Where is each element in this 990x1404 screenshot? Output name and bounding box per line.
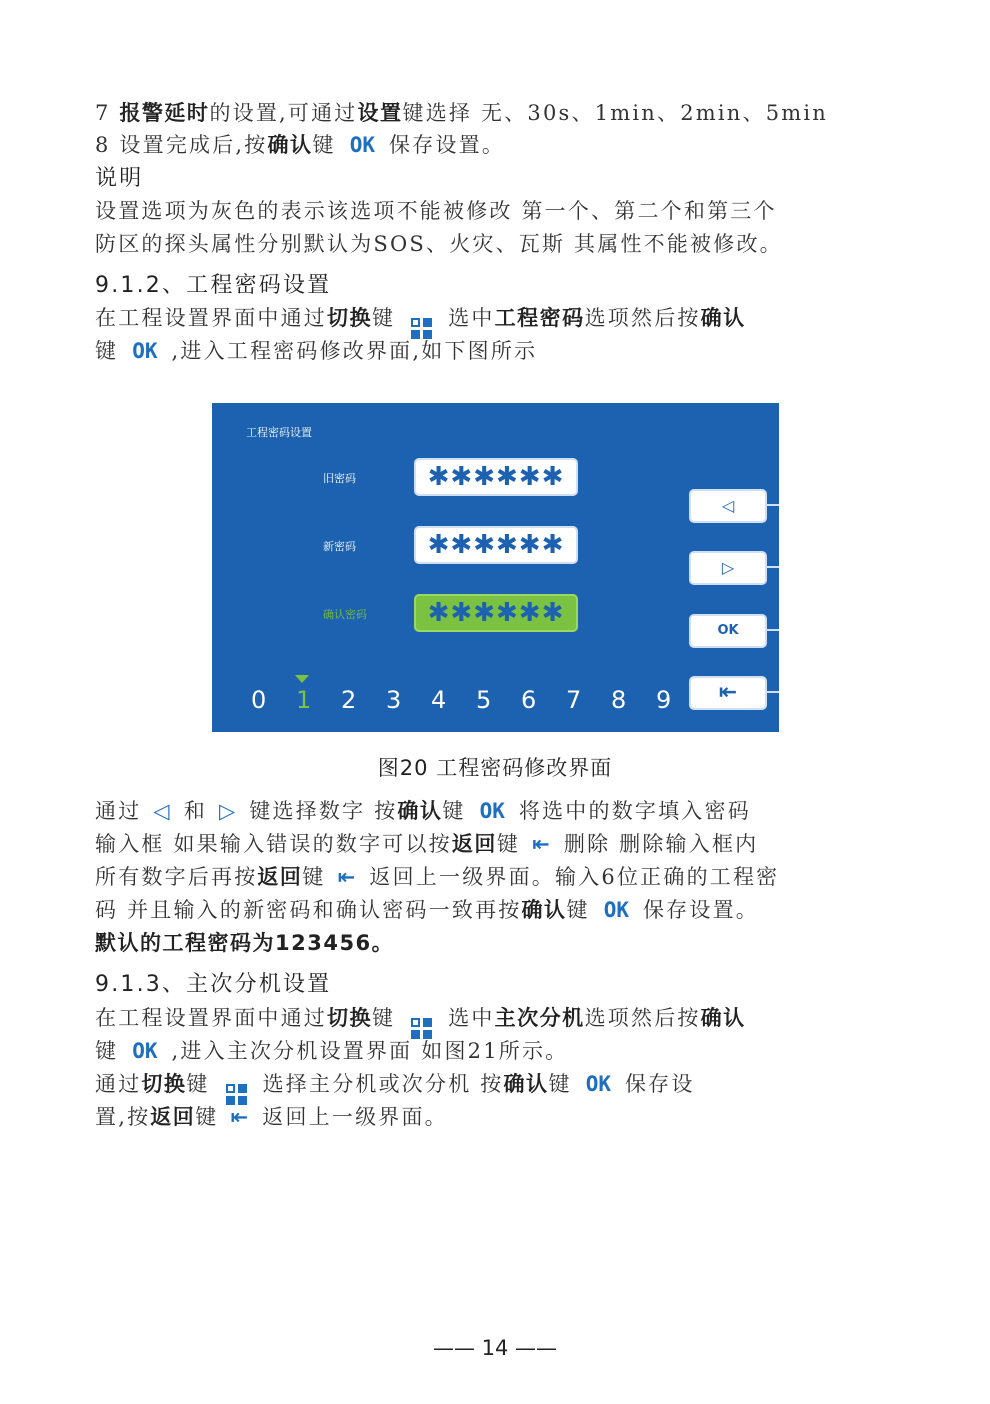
heading: 说明 [95, 166, 144, 191]
password-settings-screen [212, 403, 779, 732]
text: 键 [195, 1105, 219, 1129]
bold-text: 工程密码 [494, 306, 585, 330]
bold-text: 报警延时 [119, 101, 210, 125]
text: 在工程设置界面中通过 [95, 306, 327, 330]
text-line [95, 1003, 746, 1039]
selected-digit-marker-icon [295, 675, 309, 683]
bold-text: 切换 [141, 1072, 187, 1096]
text-line [95, 1069, 695, 1105]
text-line [95, 895, 759, 925]
text-line [95, 98, 828, 128]
text-line [95, 336, 537, 366]
bold-text: 确认 [700, 1006, 746, 1030]
text: 键选择 无、30s、1min、2min、5min [402, 101, 829, 125]
text: 键 [496, 832, 521, 856]
text: 保存设置。 [389, 133, 506, 157]
bold-text: 设置 [357, 101, 403, 125]
text: 7 [95, 101, 120, 125]
back-key-icon: ⇤ [230, 1105, 251, 1129]
bold-text: 确认 [397, 799, 443, 823]
text: 返回上一级界面。输入6位正确的工程密 [369, 865, 780, 889]
right-key-icon: ▷ [218, 799, 238, 823]
heading: 9.1.2、工程密码设置 [95, 273, 332, 298]
text: 将选中的数字填入密码 [518, 799, 751, 823]
text-line [95, 270, 331, 301]
back-key-icon: ⇤ [532, 832, 552, 856]
text: 键 [442, 799, 466, 823]
digit-8[interactable]: 8 [611, 686, 627, 714]
text: 键 [302, 865, 326, 889]
text-line [95, 1036, 568, 1066]
text: 所有数字后再按 [95, 865, 258, 889]
ok-key-icon: OK [585, 1072, 611, 1096]
text: 选项然后按 [584, 306, 701, 330]
bold-text: 确认 [267, 133, 313, 157]
text: ,进入工程密码修改界面,如下图所示 [171, 339, 538, 363]
screen-title: 工程密码设置 [246, 426, 312, 439]
figure-caption: 图20 工程密码修改界面 [377, 756, 613, 780]
digit-2[interactable]: 2 [341, 686, 357, 714]
text: 通过 [95, 1072, 142, 1096]
text-line [95, 829, 758, 859]
digit-9[interactable]: 9 [656, 686, 672, 714]
new-password-label: 新密码 [323, 540, 356, 553]
old-password-field[interactable]: ✱✱✱✱✱✱ [414, 458, 578, 496]
bold-text: 确认 [503, 1072, 549, 1096]
text-line [95, 196, 777, 226]
text-line [95, 163, 143, 194]
text-line [95, 130, 505, 160]
bold-text: 返回 [257, 865, 303, 889]
confirm-password-label: 确认密码 [323, 608, 367, 621]
right-button[interactable]: ▷ [689, 551, 767, 585]
text-line [95, 229, 783, 259]
ok-key-icon: OK [132, 1039, 158, 1063]
ok-key-icon: OK [603, 898, 629, 922]
text: 设置选项为灰色的表示该选项不能被修改 第一个、第二个和第三个 [95, 199, 777, 223]
digit-4[interactable]: 4 [431, 686, 447, 714]
text-line [95, 969, 331, 1000]
text: 选项然后按 [584, 1006, 701, 1030]
text: 选择主分机或次分机 按 [262, 1072, 504, 1096]
text-line [95, 862, 779, 892]
text: 键 [95, 339, 119, 363]
text: 返回上一级界面。 [262, 1105, 448, 1129]
text-line [95, 796, 751, 826]
back-key-icon: ⇤ [337, 865, 358, 889]
bold-text: 默认的工程密码为123456。 [95, 931, 395, 955]
text: 防区的探头属性分别默认为SOS、火灾、瓦斯 其属性不能被修改。 [95, 232, 783, 256]
text: 键 [186, 1072, 210, 1096]
digit-0[interactable]: 0 [251, 686, 267, 714]
text: 在工程设置界面中通过 [95, 1006, 327, 1030]
digit-6[interactable]: 6 [521, 686, 537, 714]
heading: 9.1.3、主次分机设置 [95, 972, 332, 997]
bold-text: 切换 [327, 306, 372, 330]
text: 键 [566, 898, 590, 922]
text: 键 [312, 133, 336, 157]
old-password-label: 旧密码 [323, 472, 356, 485]
text: 码 并且输入的新密码和确认密码一致再按 [95, 898, 522, 922]
page-number: —— 14 —— [432, 1336, 558, 1360]
text: 选中 [448, 306, 495, 330]
ok-key-icon: OK [479, 799, 505, 823]
bold-text: 确认 [700, 306, 746, 330]
text: 输入框 如果输入错误的数字可以按 [95, 832, 452, 856]
new-password-field[interactable]: ✱✱✱✱✱✱ [414, 526, 578, 564]
ok-button[interactable]: OK [689, 614, 767, 648]
text: 键 [548, 1072, 572, 1096]
text: 通过 [95, 799, 142, 823]
left-key-icon: ◁ [153, 799, 172, 823]
text-line [95, 1102, 448, 1132]
text-line [95, 303, 746, 339]
left-button[interactable]: ◁ [689, 489, 767, 523]
bold-text: 主次分机 [494, 1006, 585, 1030]
text: 置,按 [95, 1105, 151, 1129]
text: 键 [372, 306, 396, 330]
text: 键 [95, 1039, 119, 1063]
bold-text: 返回 [150, 1105, 196, 1129]
digit-7[interactable]: 7 [566, 686, 582, 714]
text: 删除 删除输入框内 [563, 832, 759, 856]
bold-text: 返回 [451, 832, 497, 856]
ok-key-icon: OK [349, 133, 376, 157]
text: ,进入主次分机设置界面 如图21所示。 [171, 1039, 569, 1063]
bold-text: 切换 [327, 1006, 372, 1030]
text: 键 [372, 1006, 396, 1030]
text: 8 设置完成后,按 [95, 133, 268, 157]
back-button[interactable]: ⇤ [689, 676, 767, 710]
text: 选中 [448, 1006, 495, 1030]
bold-text: 确认 [521, 898, 567, 922]
text: 的设置,可通过 [209, 101, 358, 125]
digit-3[interactable]: 3 [386, 686, 402, 714]
text: 保存设 [624, 1072, 695, 1096]
text: 和 [183, 799, 207, 823]
digit-1[interactable]: 1 [296, 686, 312, 714]
digit-5[interactable]: 5 [476, 686, 492, 714]
text-line [95, 928, 394, 958]
text: 保存设置。 [642, 898, 759, 922]
ok-key-icon: OK [132, 339, 158, 363]
confirm-password-field[interactable]: ✱✱✱✱✱✱ [414, 594, 578, 632]
text: 键选择数字 按 [249, 799, 398, 823]
